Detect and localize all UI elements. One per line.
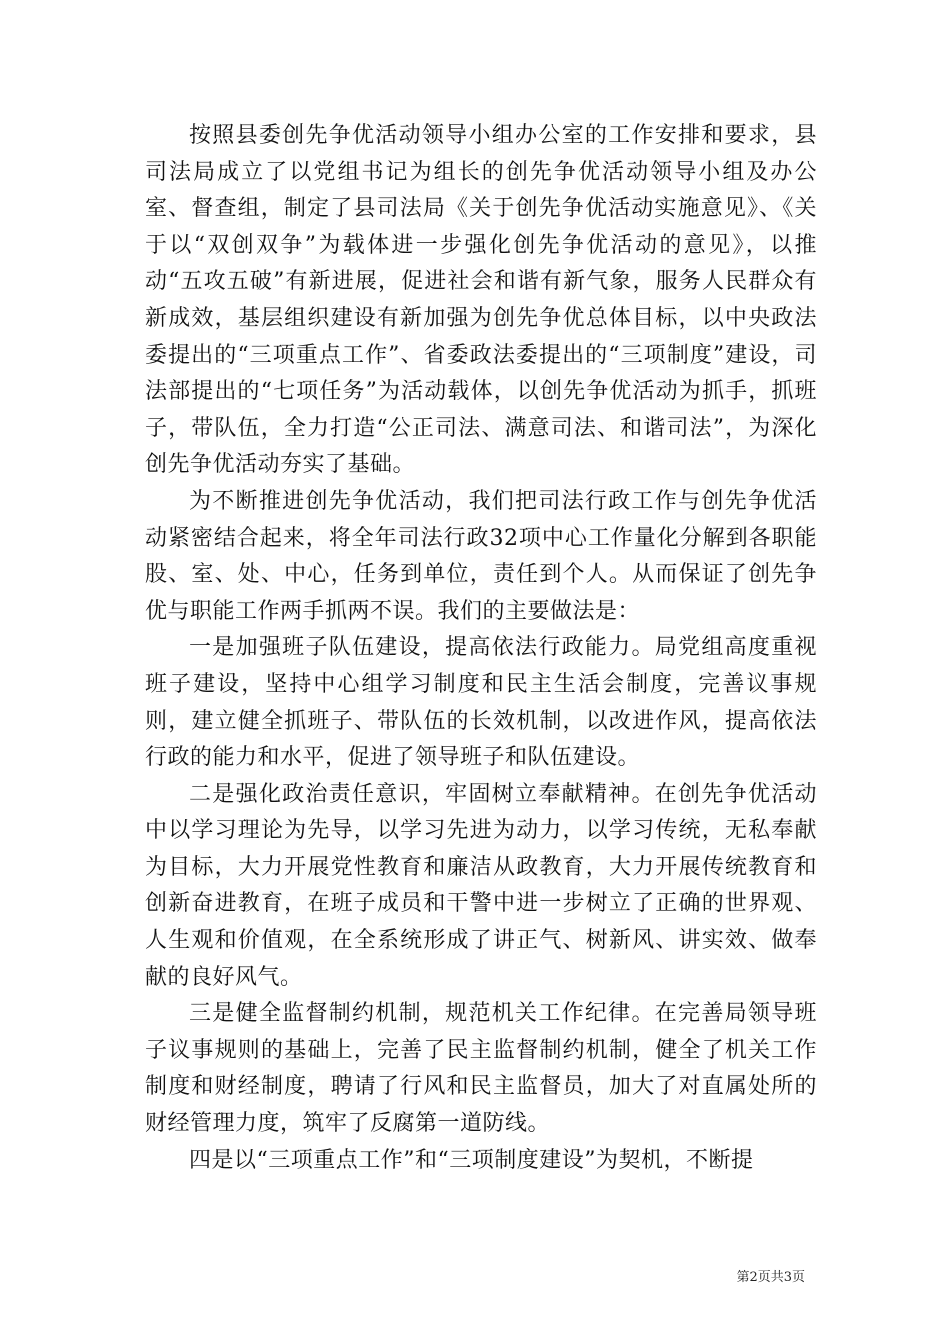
paragraph-6: 四是以“三项重点工作”和“三项制度建设”为契机，不断提: [189, 1147, 754, 1173]
document-body: [145, 118, 817, 1179]
paragraph-5: 三是健全监督制约机制，规范机关工作纪律。在完善局领导班子议事规则的基础上，完善了民主监督制约机制，健全了机关工作制度和财经制度，聘请了行风和民主监督员，加大了对直属处所的财经管理力度，筑牢了反腐第一道防线。: [145, 1001, 817, 1137]
paragraph-3: 一是加强班子队伍建设，提高依法行政能力。局党组高度重视班子建设，坚持中心组学习制度和民主生活会制度，完善议事规则，建立健全抓班子、带队伍的长效机制，以改进作风，提高依法行政的能力和水平，促进了领导班子和队伍建设。: [145, 635, 817, 771]
page-number-footer: 第2页共3页: [736, 1270, 805, 1285]
paragraph-4: 二是强化政治责任意识，牢固树立奉献精神。在创先争优活动中以学习理论为先导，以学习先进为动力，以学习传统，无私奉献为目标，大力开展党性教育和廉洁从政教育，大力开展传统教育和创新奋进教育，在班子成员和干警中进一步树立了正确的世界观、人生观和价值观，在全系统形成了讲正气、树新风、讲实效、做奉献的良好风气。: [145, 781, 817, 990]
paragraph-2: 为不断推进创先争优活动，我们把司法行政工作与创先争优活动紧密结合起来，将全年司法行政32项中心工作量化分解到各职能股、室、处、中心，任务到单位，责任到个人。从而保证了创先争优与职能工作两手抓两不误。我们的主要做法是：: [145, 488, 817, 624]
paragraph-1: 按照县委创先争优活动领导小组办公室的工作安排和要求，县司法局成立了以党组书记为组长的创先争优活动领导小组及办公室、督查组，制定了县司法局《关于创先争优活动实施意见》、《关于以“双创双争”为载体进一步强化创先争优活动的意见》，以推动“五攻五破”有新进展，促进社会和谐有新气象，服务人民群众有新成效，基层组织建设有新加强为创先争优总体目标，以中央政法委提出的“三项重点工作”、省委政法委提出的“三项制度”建设，司法部提出的“七项任务”为活动载体，以创先争优活动为抓手，抓班子，带队伍，全力打造“公正司法、满意司法、和谐司法”，为深化创先争优活动夯实了基础。: [145, 123, 817, 478]
